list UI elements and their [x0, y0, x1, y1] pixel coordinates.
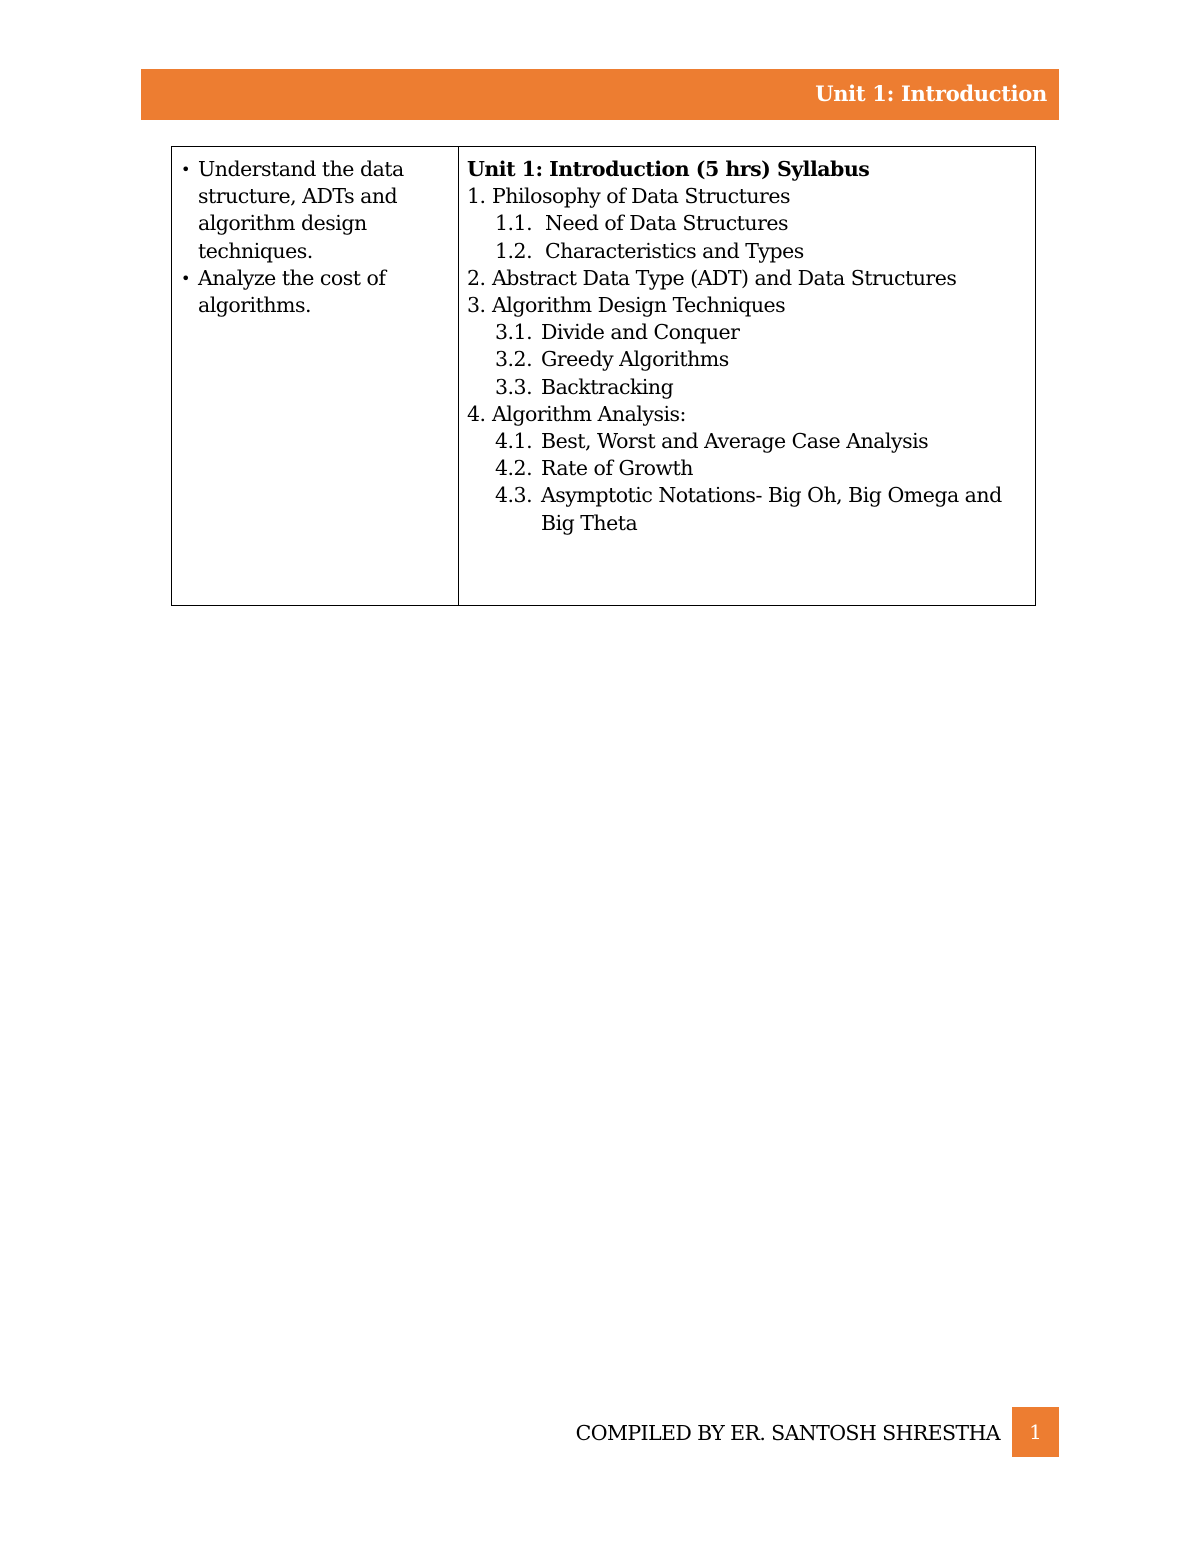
subitem-number: 1.1.: [495, 211, 533, 236]
syllabus-subitem: [467, 346, 1031, 373]
header-bar: [141, 69, 1059, 120]
subitem-number: 1.2.: [495, 238, 533, 263]
subitem-text: Divide and Conquer: [541, 320, 740, 345]
syllabus-subitem: [467, 238, 1031, 265]
item-number: 4.: [467, 401, 486, 426]
objectives-list: [181, 156, 452, 319]
item-text: Algorithm Design Techniques: [492, 293, 786, 318]
syllabus-item: [467, 183, 1031, 210]
bullet-icon: •: [181, 268, 190, 288]
subitem-text: Greedy Algorithms: [541, 347, 729, 372]
objective-item: [181, 265, 452, 319]
subitem-number: 4.1.: [495, 429, 533, 454]
objective-text: Understand the data structure, ADTs and algorithm design techniques.: [198, 157, 404, 263]
subitem-text: Asymptotic Notations- Big Oh, Big Omega and Big Theta: [541, 483, 1002, 535]
syllabus-subitem: [467, 374, 1031, 401]
item-text: Abstract Data Type (ADT) and Data Structures: [492, 265, 957, 290]
item-number: 1.: [467, 184, 486, 209]
page-number: 1: [1029, 1420, 1042, 1444]
objective-item: [181, 156, 452, 265]
subitem-text: Best, Worst and Average Case Analysis: [541, 429, 929, 454]
syllabus-item: [467, 292, 1031, 319]
item-text: Algorithm Analysis:: [492, 401, 686, 426]
item-number: 2.: [467, 265, 486, 290]
subitem-number: 3.1.: [495, 320, 533, 345]
content-table: [171, 146, 1036, 606]
item-text: Philosophy of Data Structures: [492, 184, 790, 209]
bullet-icon: •: [181, 160, 190, 179]
subitem-text: Need of Data Structures: [545, 211, 789, 236]
subitem-number: 4.2.: [495, 456, 533, 481]
header-title: Unit 1: Introduction: [815, 81, 1047, 106]
syllabus-cell: [459, 147, 1035, 605]
subitem-text: Rate of Growth: [541, 456, 693, 481]
syllabus-item: [467, 401, 1031, 428]
subitem-number: 3.2.: [495, 347, 533, 372]
syllabus-item: [467, 265, 1031, 292]
subitem-number: 3.3.: [495, 374, 533, 399]
subitem-text: Backtracking: [541, 374, 674, 399]
item-number: 3.: [467, 293, 486, 318]
subitem-number: 4.3.: [495, 483, 533, 508]
objective-text: Analyze the cost of algorithms.: [198, 265, 386, 318]
syllabus-subitem: [467, 319, 1031, 346]
syllabus-title: Unit 1: Introduction (5 hrs) Syllabus: [467, 157, 870, 181]
footer-compiled-by: COMPILED BY ER. SANTOSH SHRESTHA: [575, 1421, 1000, 1445]
syllabus-subitem: [467, 428, 1031, 455]
subitem-text: Characteristics and Types: [545, 238, 804, 263]
syllabus-subitem: [467, 455, 1031, 482]
syllabus-subitem: [467, 482, 1031, 536]
syllabus-subitem: [467, 210, 1031, 237]
objectives-cell: [172, 147, 459, 605]
page-number-box: [1012, 1407, 1059, 1457]
